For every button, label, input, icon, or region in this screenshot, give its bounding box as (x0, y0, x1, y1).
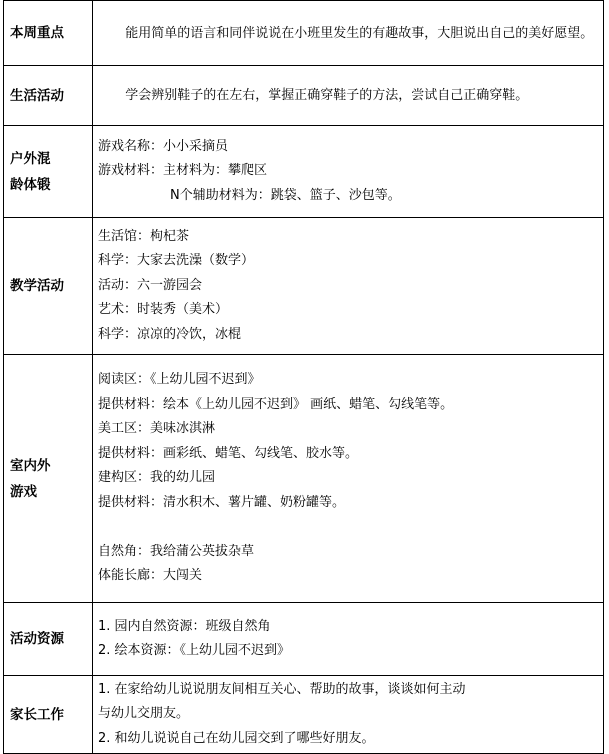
games-line: 体能长廊：大闯关 (98, 568, 203, 584)
outdoor-line: 游戏名称：小小采摘员 (98, 138, 229, 154)
parents-line: 与幼儿交朋友。 (98, 706, 190, 722)
label-indoor-line1: 室内外 (10, 457, 51, 474)
label-outdoor-line2: 龄体锻 (10, 176, 51, 193)
content-outdoor-exercise (93, 126, 604, 218)
label-weekly-focus: 本周重点 (4, 1, 93, 66)
outdoor-line: N个辅助材料为：跳袋、篮子、沙包等。 (170, 187, 401, 203)
content-activity-resources (93, 603, 604, 676)
label-outdoor-exercise (4, 126, 93, 218)
content-weekly-focus (93, 1, 604, 66)
teaching-line: 艺术：时装秀（美术） (98, 302, 229, 318)
row-indoor-outdoor-games (4, 355, 604, 603)
teaching-line: 科学：凉凉的冷饮，冰棍 (98, 326, 242, 342)
games-line: 美工区：美味冰淇淋 (98, 421, 216, 437)
label-outdoor-line1: 户外混 (10, 150, 51, 167)
row-activity-resources (4, 603, 604, 676)
label-indoor-line2: 游戏 (10, 483, 37, 500)
row-teaching-activity (4, 218, 604, 355)
content-indoor-outdoor-games (93, 355, 604, 603)
blank-line (98, 515, 597, 540)
label-teaching-activity: 教学活动 (4, 218, 93, 355)
teaching-line: 科学：大家去洗澡（数学） (98, 253, 255, 269)
weekly-plan-table (3, 0, 604, 754)
parents-line: 2. 和幼儿说说自己在幼儿园交到了哪些好朋友。 (98, 730, 375, 746)
label-life-activity: 生活活动 (4, 66, 93, 126)
row-life-activity (4, 66, 604, 126)
teaching-line: 生活馆：枸杞茶 (98, 228, 190, 244)
content-life-activity (93, 66, 604, 126)
games-line: 提供材料：绘本《上幼儿园不迟到》 画纸、蜡笔、勾线笔等。 (98, 396, 454, 412)
teaching-line: 活动：六一游园会 (98, 277, 203, 293)
label-parent-work: 家长工作 (4, 676, 93, 754)
row-parent-work (4, 676, 604, 754)
games-line: 建构区：我的幼儿园 (98, 470, 216, 486)
games-line: 提供材料：画彩纸、蜡笔、勾线笔、胶水等。 (98, 445, 359, 461)
row-weekly-focus (4, 1, 604, 66)
games-line: 自然角：我给蒲公英拔杂草 (98, 543, 255, 559)
games-line: 阅读区：《上幼儿园不迟到》 (98, 372, 261, 388)
content-parent-work (93, 676, 604, 754)
life-activity-text: 学会辨别鞋子的在左右，掌握正确穿鞋子的方法，尝试自己正确穿鞋。 (125, 88, 529, 103)
outdoor-line: 游戏材料：主材料为：攀爬区 (98, 163, 268, 179)
label-indoor-outdoor-games (4, 355, 93, 603)
row-outdoor-exercise (4, 126, 604, 218)
weekly-focus-text: 能用简单的语言和同伴说说在小班里发生的有趣故事，大胆说出自己的美好愿望。 (125, 25, 594, 41)
resources-line: 2. 绘本资源：《上幼儿园不迟到》 (98, 643, 291, 658)
content-teaching-activity (93, 218, 604, 355)
label-activity-resources: 活动资源 (4, 603, 93, 676)
parents-line: 1. 在家给幼儿说说朋友间相互关心、帮助的故事，谈谈如何主动 (98, 681, 466, 697)
resources-line: 1. 园内自然资源：班级自然角 (98, 618, 271, 634)
games-line: 提供材料：清水积木、薯片罐、奶粉罐等。 (98, 494, 346, 510)
